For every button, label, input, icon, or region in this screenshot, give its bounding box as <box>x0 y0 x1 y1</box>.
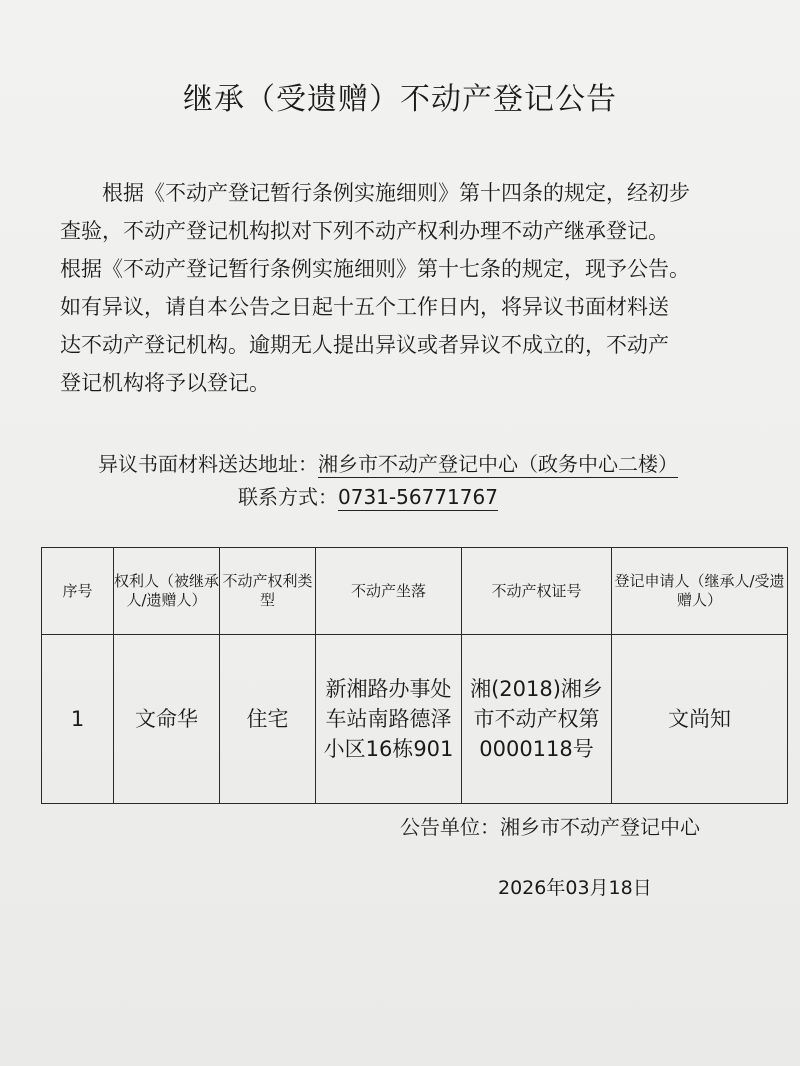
objection-contact <box>238 481 498 510</box>
cell-no: 1 <box>42 635 114 804</box>
header-location: 不动产坐落 <box>316 548 462 635</box>
header-no: 序号 <box>42 548 114 635</box>
contact-label: 联系方式： <box>238 485 338 509</box>
body-line-2: 查验，不动产登记机构拟对下列不动产权利办理不动产继承登记。 <box>60 219 669 243</box>
cell-location: 新湘路办事处车站南路德泽小区16栋901 <box>316 635 462 804</box>
body-line-3: 根据《不动产登记暂行条例实施细则》第十七条的规定，现予公告。 <box>60 257 690 281</box>
header-right-type: 不动产权利类型 <box>220 548 316 635</box>
body-line-4: 如有异议，请自本公告之日起十五个工作日内，将异议书面材料送 <box>60 295 669 319</box>
body-line-6: 登记机构将予以登记。 <box>60 371 270 395</box>
page-title: 继承（受遗赠）不动产登记公告 <box>183 82 617 117</box>
objection-address <box>98 448 678 477</box>
table-row <box>42 635 788 804</box>
address-value: 湘乡市不动产登记中心（政务中心二楼） <box>318 452 678 476</box>
contact-value: 0731-56771767 <box>338 485 498 509</box>
table-header-row <box>42 548 788 635</box>
header-applicant: 登记申请人（继承人/受遗赠人） <box>612 548 788 635</box>
header-right-holder: 权利人（被继承人/遗赠人） <box>114 548 220 635</box>
body-line-5: 达不动产登记机构。逾期无人提出异议或者异议不成立的，不动产 <box>60 333 669 357</box>
address-label: 异议书面材料送达地址： <box>98 452 318 476</box>
cell-applicant: 文尚知 <box>612 635 788 804</box>
notice-body <box>60 174 750 402</box>
cell-right-type: 住宅 <box>220 635 316 804</box>
header-cert-no: 不动产权证号 <box>462 548 612 635</box>
cell-cert-no: 湘(2018)湘乡市不动产权第0000118号 <box>462 635 612 804</box>
notice-unit: 公告单位：湘乡市不动产登记中心 <box>400 815 700 839</box>
body-line-1: 根据《不动产登记暂行条例实施细则》第十四条的规定，经初步 <box>102 181 690 205</box>
cell-right-holder: 文命华 <box>114 635 220 804</box>
registration-table <box>41 547 788 804</box>
notice-date: 2026年03月18日 <box>498 877 652 899</box>
